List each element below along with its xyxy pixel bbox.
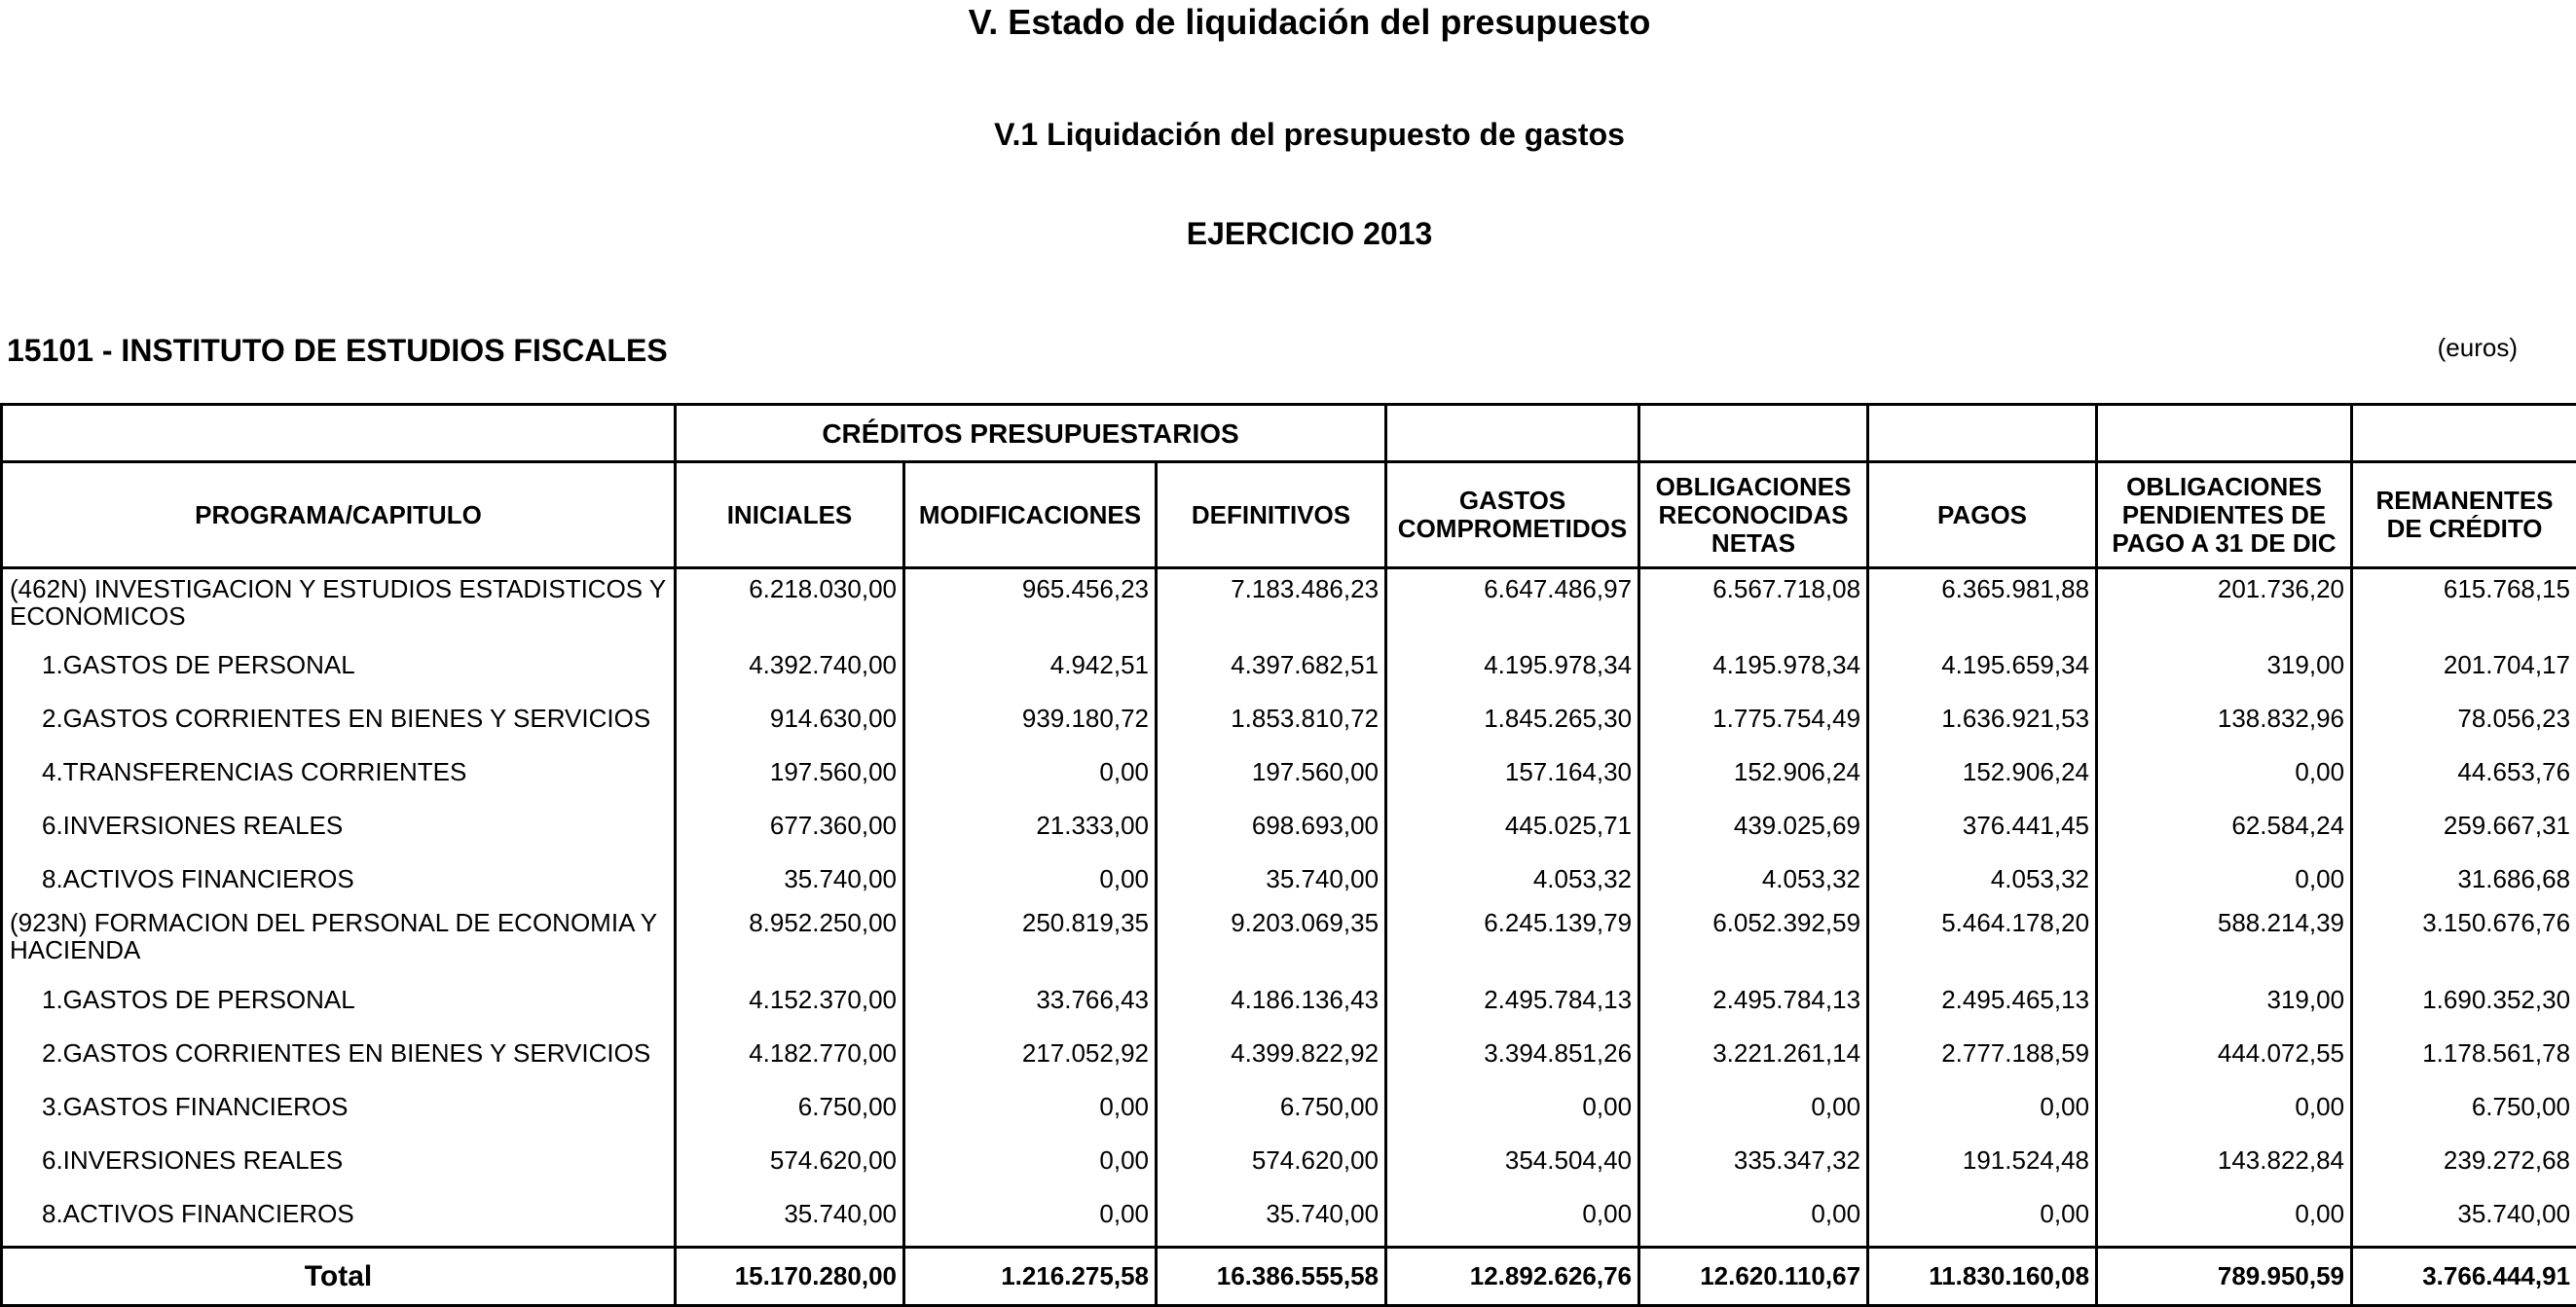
table-row-capitulo — [2, 972, 2576, 1026]
amount-cell: 157.164,30 — [1386, 744, 1639, 798]
amount-cell: 2.495.784,13 — [1386, 972, 1639, 1026]
amount-cell: 6.750,00 — [676, 1079, 904, 1133]
table-row-capitulo — [2, 691, 2576, 744]
amount-cell: 3.150.676,76 — [2352, 905, 2576, 972]
table-row-capitulo — [2, 1186, 2576, 1248]
column-header-remanentes: REMANENTES DE CRÉDITO — [2352, 462, 2576, 568]
amount-cell: 319,00 — [2097, 972, 2352, 1026]
amount-cell: 2.495.465,13 — [1868, 972, 2097, 1026]
budget-table — [0, 403, 2576, 1307]
amount-cell: 35.740,00 — [1157, 1186, 1386, 1248]
amount-cell: 0,00 — [1386, 1186, 1639, 1248]
fiscal-year-label: EJERCICIO 2013 — [0, 216, 2576, 252]
amount-cell: 217.052,92 — [904, 1026, 1157, 1079]
header-blank-cell — [2, 405, 676, 462]
amount-cell: 201.736,20 — [2097, 568, 2352, 638]
row-label: 6.INVERSIONES REALES — [2, 1133, 676, 1186]
amount-cell: 21.333,00 — [904, 798, 1157, 852]
row-label: 6.INVERSIONES REALES — [2, 798, 676, 852]
total-value-cell: 15.170.280,00 — [676, 1248, 904, 1306]
total-value-cell: 12.620.110,67 — [1639, 1248, 1868, 1306]
amount-cell: 6.750,00 — [1157, 1079, 1386, 1133]
amount-cell: 0,00 — [1868, 1079, 2097, 1133]
total-value-cell: 12.892.626,76 — [1386, 1248, 1639, 1306]
amount-cell: 6.245.139,79 — [1386, 905, 1639, 972]
table-row-programa — [2, 568, 2576, 638]
amount-cell: 574.620,00 — [1157, 1133, 1386, 1186]
total-value-cell: 16.386.555,58 — [1157, 1248, 1386, 1306]
amount-cell: 3.221.261,14 — [1639, 1026, 1868, 1079]
amount-cell: 4.053,32 — [1868, 852, 2097, 905]
amount-cell: 6.052.392,59 — [1639, 905, 1868, 972]
column-header-modificaciones: MODIFICACIONES — [904, 462, 1157, 568]
table-row-capitulo — [2, 637, 2576, 691]
row-label: 1.GASTOS DE PERSONAL — [2, 637, 676, 691]
amount-cell: 259.667,31 — [2352, 798, 2576, 852]
amount-cell: 6.647.486,97 — [1386, 568, 1639, 638]
amount-cell: 4.152.370,00 — [676, 972, 904, 1026]
amount-cell: 4.186.136,43 — [1157, 972, 1386, 1026]
total-value-cell: 789.950,59 — [2097, 1248, 2352, 1306]
amount-cell: 191.524,48 — [1868, 1133, 2097, 1186]
amount-cell: 62.584,24 — [2097, 798, 2352, 852]
table-row-capitulo — [2, 852, 2576, 905]
amount-cell: 1.845.265,30 — [1386, 691, 1639, 744]
amount-cell: 0,00 — [904, 1133, 1157, 1186]
amount-cell: 9.203.069,35 — [1157, 905, 1386, 972]
amount-cell: 439.025,69 — [1639, 798, 1868, 852]
amount-cell: 35.740,00 — [1157, 852, 1386, 905]
table-row-capitulo — [2, 798, 2576, 852]
amount-cell: 0,00 — [1639, 1079, 1868, 1133]
amount-cell: 4.195.978,34 — [1386, 637, 1639, 691]
amount-cell: 376.441,45 — [1868, 798, 2097, 852]
amount-cell: 0,00 — [1386, 1079, 1639, 1133]
amount-cell: 615.768,15 — [2352, 568, 2576, 638]
amount-cell: 138.832,96 — [2097, 691, 2352, 744]
amount-cell: 197.560,00 — [676, 744, 904, 798]
amount-cell: 78.056,23 — [2352, 691, 2576, 744]
row-label: 8.ACTIVOS FINANCIEROS — [2, 852, 676, 905]
header-blank-cell — [1639, 405, 1868, 462]
amount-cell: 201.704,17 — [2352, 637, 2576, 691]
amount-cell: 0,00 — [2097, 1186, 2352, 1248]
amount-cell: 4.053,32 — [1639, 852, 1868, 905]
column-header-iniciales: INICIALES — [676, 462, 904, 568]
report-title: V. Estado de liquidación del presupuesto — [0, 2, 2576, 43]
amount-cell: 152.906,24 — [1868, 744, 2097, 798]
header-blank-cell — [1868, 405, 2097, 462]
amount-cell: 3.394.851,26 — [1386, 1026, 1639, 1079]
table-row-capitulo — [2, 1026, 2576, 1079]
amount-cell: 8.952.250,00 — [676, 905, 904, 972]
amount-cell: 35.740,00 — [676, 1186, 904, 1248]
column-header-obligaciones-netas: OBLIGACIONES RECONOCIDAS NETAS — [1639, 462, 1868, 568]
amount-cell: 914.630,00 — [676, 691, 904, 744]
row-label: 8.ACTIVOS FINANCIEROS — [2, 1186, 676, 1248]
amount-cell: 6.567.718,08 — [1639, 568, 1868, 638]
amount-cell: 1.636.921,53 — [1868, 691, 2097, 744]
amount-cell: 35.740,00 — [676, 852, 904, 905]
entity-heading: 15101 - INSTITUTO DE ESTUDIOS FISCALES — [7, 333, 668, 369]
amount-cell: 4.397.682,51 — [1157, 637, 1386, 691]
column-header-pagos: PAGOS — [1868, 462, 2097, 568]
amount-cell: 0,00 — [904, 744, 1157, 798]
amount-cell: 588.214,39 — [2097, 905, 2352, 972]
amount-cell: 354.504,40 — [1386, 1133, 1639, 1186]
table-row-capitulo — [2, 1133, 2576, 1186]
row-label: 1.GASTOS DE PERSONAL — [2, 972, 676, 1026]
column-header-gastos-comprometidos: GASTOS COMPROMETIDOS — [1386, 462, 1639, 568]
currency-units: (euros) — [2438, 333, 2518, 363]
amount-cell: 6.218.030,00 — [676, 568, 904, 638]
header-blank-cell — [1386, 405, 1639, 462]
amount-cell: 5.464.178,20 — [1868, 905, 2097, 972]
row-label: (923N) FORMACION DEL PERSONAL DE ECONOMIA Y HACIENDA — [2, 905, 676, 972]
total-value-cell: 11.830.160,08 — [1868, 1248, 2097, 1306]
table-row-programa — [2, 905, 2576, 972]
row-label: (462N) INVESTIGACION Y ESTUDIOS ESTADISTICOS Y ECONOMICOS — [2, 568, 676, 638]
amount-cell: 444.072,55 — [2097, 1026, 2352, 1079]
amount-cell: 965.456,23 — [904, 568, 1157, 638]
amount-cell: 677.360,00 — [676, 798, 904, 852]
amount-cell: 152.906,24 — [1639, 744, 1868, 798]
amount-cell: 4.053,32 — [1386, 852, 1639, 905]
amount-cell: 574.620,00 — [676, 1133, 904, 1186]
amount-cell: 2.777.188,59 — [1868, 1026, 2097, 1079]
total-value-cell: 1.216.275,58 — [904, 1248, 1157, 1306]
table-row-capitulo — [2, 744, 2576, 798]
table-row-capitulo — [2, 1079, 2576, 1133]
amount-cell: 0,00 — [1868, 1186, 2097, 1248]
amount-cell: 197.560,00 — [1157, 744, 1386, 798]
amount-cell: 0,00 — [2097, 1079, 2352, 1133]
amount-cell: 4.195.659,34 — [1868, 637, 2097, 691]
amount-cell: 33.766,43 — [904, 972, 1157, 1026]
amount-cell: 6.365.981,88 — [1868, 568, 2097, 638]
report-subtitle: V.1 Liquidación del presupuesto de gastos — [0, 117, 2576, 153]
amount-cell: 335.347,32 — [1639, 1133, 1868, 1186]
amount-cell: 0,00 — [904, 1079, 1157, 1133]
row-label: 2.GASTOS CORRIENTES EN BIENES Y SERVICIOS — [2, 1026, 676, 1079]
header-blank-cell — [2352, 405, 2576, 462]
amount-cell: 0,00 — [904, 1186, 1157, 1248]
header-blank-cell — [2097, 405, 2352, 462]
amount-cell: 143.822,84 — [2097, 1133, 2352, 1186]
amount-cell: 0,00 — [2097, 852, 2352, 905]
amount-cell: 4.942,51 — [904, 637, 1157, 691]
amount-cell: 239.272,68 — [2352, 1133, 2576, 1186]
amount-cell: 0,00 — [1639, 1186, 1868, 1248]
amount-cell: 44.653,76 — [2352, 744, 2576, 798]
amount-cell: 2.495.784,13 — [1639, 972, 1868, 1026]
amount-cell: 4.182.770,00 — [676, 1026, 904, 1079]
amount-cell: 6.750,00 — [2352, 1079, 2576, 1133]
column-header-pendientes-pago: OBLIGACIONES PENDIENTES DE PAGO A 31 DE DIC — [2097, 462, 2352, 568]
column-header-programa: PROGRAMA/CAPITULO — [2, 462, 676, 568]
amount-cell: 4.392.740,00 — [676, 637, 904, 691]
total-value-cell: 3.766.444,91 — [2352, 1248, 2576, 1306]
amount-cell: 939.180,72 — [904, 691, 1157, 744]
row-label: 2.GASTOS CORRIENTES EN BIENES Y SERVICIOS — [2, 691, 676, 744]
amount-cell: 698.693,00 — [1157, 798, 1386, 852]
row-label: 4.TRANSFERENCIAS CORRIENTES — [2, 744, 676, 798]
total-label: Total — [2, 1248, 676, 1306]
amount-cell: 0,00 — [2097, 744, 2352, 798]
amount-cell: 4.399.822,92 — [1157, 1026, 1386, 1079]
amount-cell: 0,00 — [904, 852, 1157, 905]
group-header-creditos: CRÉDITOS PRESUPUESTARIOS — [676, 405, 1386, 462]
amount-cell: 1.853.810,72 — [1157, 691, 1386, 744]
amount-cell: 7.183.486,23 — [1157, 568, 1386, 638]
amount-cell: 250.819,35 — [904, 905, 1157, 972]
row-label: 3.GASTOS FINANCIEROS — [2, 1079, 676, 1133]
amount-cell: 1.775.754,49 — [1639, 691, 1868, 744]
amount-cell: 4.195.978,34 — [1639, 637, 1868, 691]
amount-cell: 1.178.561,78 — [2352, 1026, 2576, 1079]
amount-cell: 35.740,00 — [2352, 1186, 2576, 1248]
amount-cell: 445.025,71 — [1386, 798, 1639, 852]
column-header-definitivos: DEFINITIVOS — [1157, 462, 1386, 568]
amount-cell: 319,00 — [2097, 637, 2352, 691]
amount-cell: 1.690.352,30 — [2352, 972, 2576, 1026]
amount-cell: 31.686,68 — [2352, 852, 2576, 905]
